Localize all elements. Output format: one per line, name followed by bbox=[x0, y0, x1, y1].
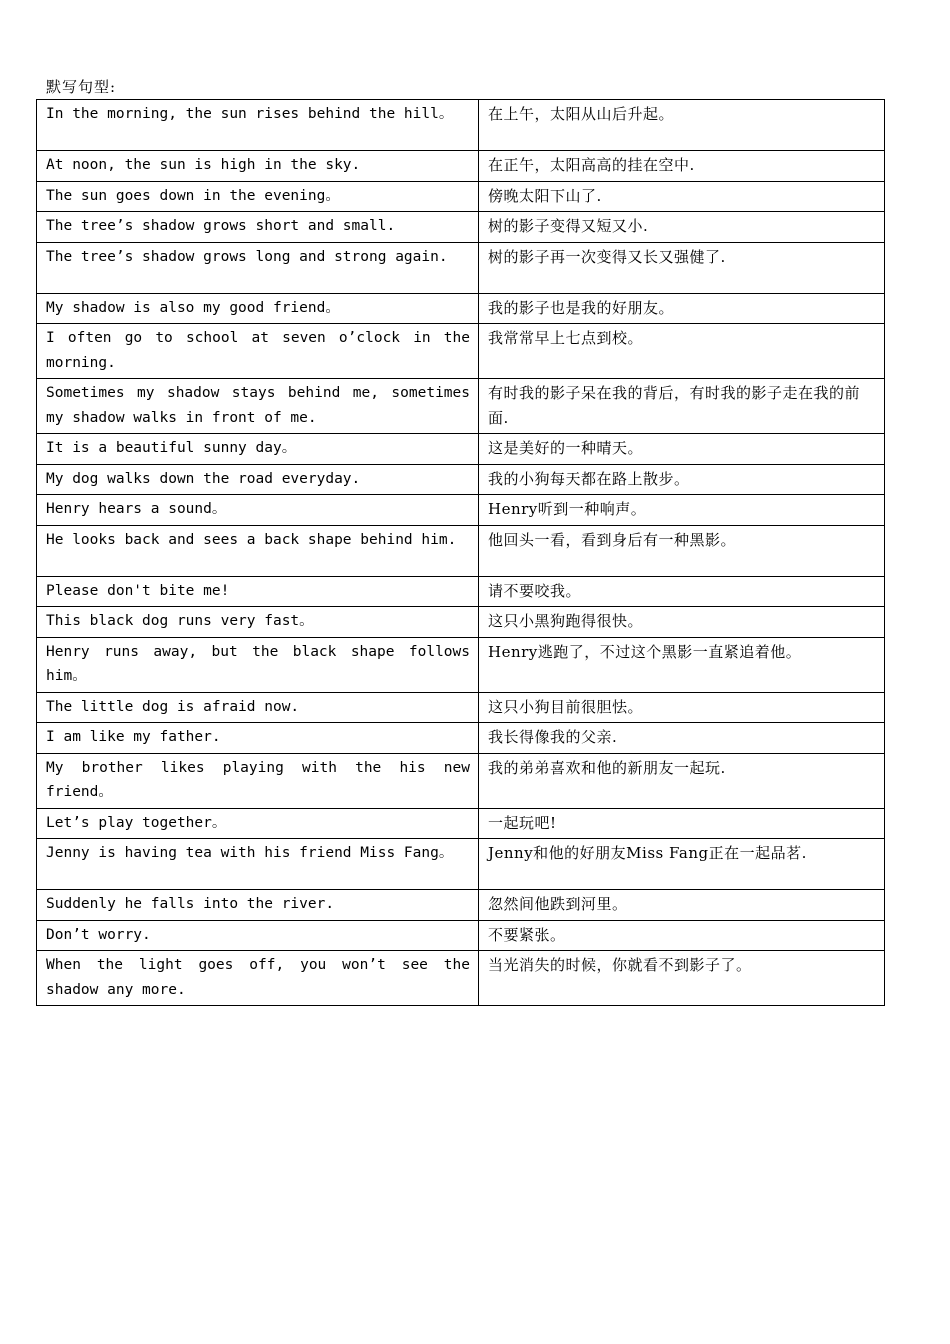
sentence-table bbox=[36, 99, 885, 1006]
english-sentence: The tree’s shadow grows short and small. bbox=[37, 212, 479, 243]
table-row bbox=[37, 607, 885, 638]
table-row bbox=[37, 212, 885, 243]
chinese-translation: 这是美好的一种晴天。 bbox=[479, 434, 885, 465]
table-row bbox=[37, 890, 885, 921]
chinese-translation: 我的小狗每天都在路上散步。 bbox=[479, 464, 885, 495]
table-row bbox=[37, 692, 885, 723]
chinese-translation: Jenny和他的好朋友Miss Fang正在一起品茗. bbox=[479, 839, 885, 890]
english-sentence: Don’t worry. bbox=[37, 920, 479, 951]
chinese-translation: 这只小黑狗跑得很快。 bbox=[479, 607, 885, 638]
chinese-translation: 请不要咬我。 bbox=[479, 576, 885, 607]
table-row bbox=[37, 753, 885, 808]
table-row bbox=[37, 951, 885, 1006]
table-row bbox=[37, 808, 885, 839]
table-row bbox=[37, 525, 885, 576]
table-row bbox=[37, 839, 885, 890]
table-row bbox=[37, 293, 885, 324]
table-row bbox=[37, 576, 885, 607]
chinese-translation: 有时我的影子呆在我的背后，有时我的影子走在我的前面. bbox=[479, 379, 885, 434]
chinese-translation: 树的影子变得又短又小. bbox=[479, 212, 885, 243]
table-row bbox=[37, 637, 885, 692]
chinese-translation: 在上午，太阳从山后升起。 bbox=[479, 100, 885, 151]
english-sentence: In the morning, the sun rises behind the hill。 bbox=[37, 100, 479, 151]
english-sentence: The tree’s shadow grows long and strong again. bbox=[37, 242, 479, 293]
english-sentence: My dog walks down the road everyday. bbox=[37, 464, 479, 495]
chinese-translation: 我的弟弟喜欢和他的新朋友一起玩. bbox=[479, 753, 885, 808]
chinese-translation: 我长得像我的父亲. bbox=[479, 723, 885, 754]
chinese-translation: 我的影子也是我的好朋友。 bbox=[479, 293, 885, 324]
chinese-translation: 忽然间他跌到河里。 bbox=[479, 890, 885, 921]
english-sentence: Suddenly he falls into the river. bbox=[37, 890, 479, 921]
english-sentence: Sometimes my shadow stays behind me, sometimes my shadow walks in front of me. bbox=[37, 379, 479, 434]
english-sentence: When the light goes off, you won’t see the shadow any more. bbox=[37, 951, 479, 1006]
sentence-table-body bbox=[37, 100, 885, 1006]
table-row bbox=[37, 100, 885, 151]
english-sentence: The sun goes down in the evening。 bbox=[37, 181, 479, 212]
english-sentence: Please don't bite me! bbox=[37, 576, 479, 607]
table-row bbox=[37, 723, 885, 754]
english-sentence: He looks back and sees a back shape behind him. bbox=[37, 525, 479, 576]
chinese-translation: 这只小狗目前很胆怯。 bbox=[479, 692, 885, 723]
table-row bbox=[37, 181, 885, 212]
english-sentence: It is a beautiful sunny day。 bbox=[37, 434, 479, 465]
english-sentence: Let’s play together。 bbox=[37, 808, 479, 839]
table-row bbox=[37, 920, 885, 951]
english-sentence: My shadow is also my good friend。 bbox=[37, 293, 479, 324]
chinese-translation: Henry听到一种响声。 bbox=[479, 495, 885, 526]
chinese-translation: 一起玩吧! bbox=[479, 808, 885, 839]
table-row bbox=[37, 151, 885, 182]
english-sentence: Henry runs away, but the black shape follows him。 bbox=[37, 637, 479, 692]
chinese-translation: 不要紧张。 bbox=[479, 920, 885, 951]
english-sentence: At noon, the sun is high in the sky. bbox=[37, 151, 479, 182]
chinese-translation: 他回头一看，看到身后有一种黑影。 bbox=[479, 525, 885, 576]
english-sentence: I am like my father. bbox=[37, 723, 479, 754]
chinese-translation: Henry逃跑了，不过这个黑影一直紧追着他。 bbox=[479, 637, 885, 692]
table-row bbox=[37, 242, 885, 293]
english-sentence: Jenny is having tea with his friend Miss Fang。 bbox=[37, 839, 479, 890]
table-row bbox=[37, 324, 885, 379]
chinese-translation: 在正午，太阳高高的挂在空中. bbox=[479, 151, 885, 182]
english-sentence: My brother likes playing with the his new friend。 bbox=[37, 753, 479, 808]
chinese-translation: 我常常早上七点到校。 bbox=[479, 324, 885, 379]
chinese-translation: 傍晚太阳下山了. bbox=[479, 181, 885, 212]
table-row bbox=[37, 379, 885, 434]
english-sentence: The little dog is afraid now. bbox=[37, 692, 479, 723]
chinese-translation: 当光消失的时候，你就看不到影子了。 bbox=[479, 951, 885, 1006]
english-sentence: I often go to school at seven o’clock in the morning. bbox=[37, 324, 479, 379]
chinese-translation: 树的影子再一次变得又长又强健了. bbox=[479, 242, 885, 293]
page-heading: 默写句型: bbox=[46, 78, 117, 96]
english-sentence: This black dog runs very fast。 bbox=[37, 607, 479, 638]
table-row bbox=[37, 464, 885, 495]
table-row bbox=[37, 434, 885, 465]
english-sentence: Henry hears a sound。 bbox=[37, 495, 479, 526]
table-row bbox=[37, 495, 885, 526]
